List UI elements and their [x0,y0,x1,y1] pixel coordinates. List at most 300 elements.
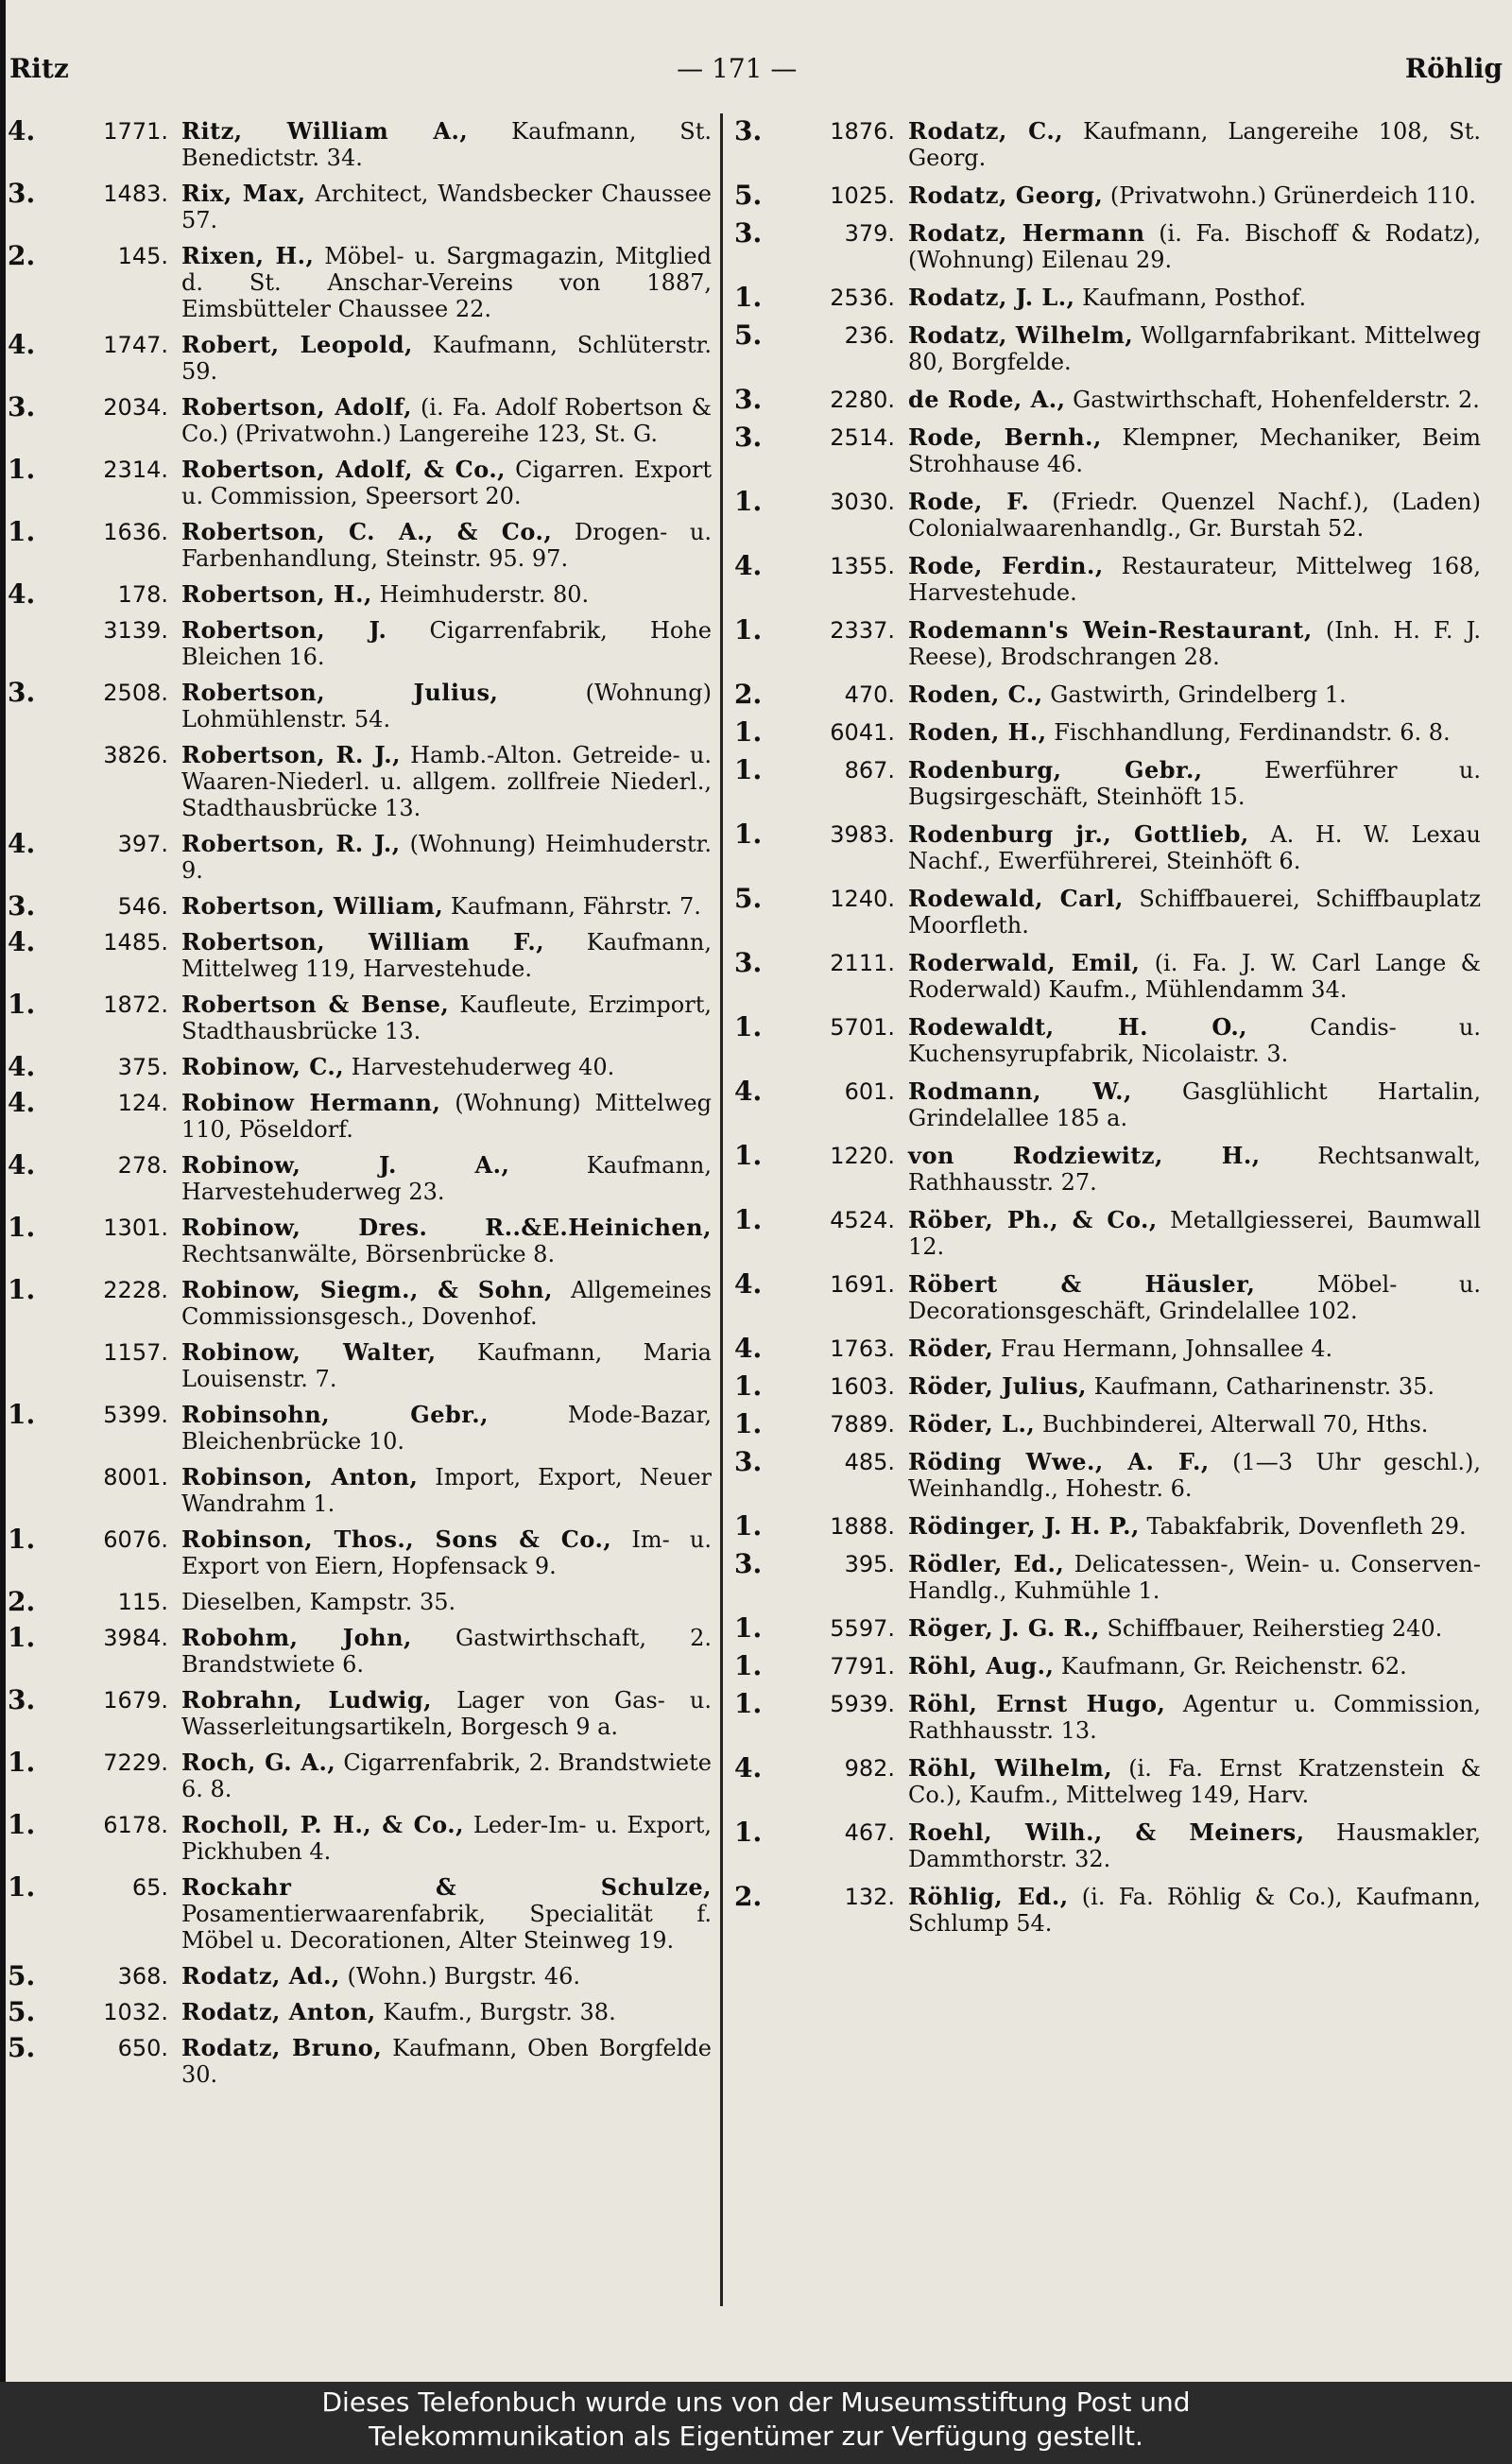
entry-class: 4. [734,550,763,581]
entry-details: Cigarrenfabrik, 2. Brandstwiete 6. 8. [181,1749,712,1802]
entry-text [181,680,712,732]
entry-text [181,929,712,982]
entry-text [908,1691,1481,1744]
entry-text [181,1152,712,1205]
entry-text [908,821,1481,874]
entry-name: Röding Wwe., A. F., [908,1448,1210,1475]
entry-class: 1. [8,1212,36,1243]
entry-phone-number: 1763. [830,1335,895,1362]
entry-phone-number: 601. [844,1078,895,1105]
entry-class: 1. [8,1747,36,1778]
entry-text [181,1687,712,1740]
entry-details: Hausmakler, Dammthorstr. 32. [908,1819,1481,1872]
entry-phone-number: 2536. [830,284,895,311]
entry-details: Kaufleute, Erzimport, Stadthausbrücke 13. [181,991,712,1044]
entry-phone-number: 2228. [103,1277,168,1303]
entry-text [908,1551,1481,1604]
entry-class: 4. [8,578,36,610]
directory-entry [8,828,712,884]
directory-entry [8,1464,712,1517]
entry-name: Rocholl, P. H., & Co., [181,1811,464,1838]
directory-entry [734,1011,1481,1067]
entry-class: 1. [734,282,763,313]
entry-class: 1. [8,1524,36,1555]
entry-details: Cigarren. Export u. Commission, Speersort 20. [181,457,713,509]
entry-text [181,118,712,171]
entry-text [908,1078,1481,1131]
entry-text [181,457,712,509]
entry-class: 1. [734,486,763,517]
entry-phone-number: 1025. [830,182,895,209]
entry-text [181,893,712,920]
entry-text [908,1143,1481,1196]
entry-details: Im- u. Export von Eiern, Hopfensack 9. [181,1526,712,1579]
entry-phone-number: 7791. [830,1653,895,1680]
entry-name: Robertson, H., [181,580,372,608]
entry-text [181,1215,712,1267]
entry-text [908,1819,1481,1872]
entry-name: von Rodziewitz, H., [908,1142,1261,1169]
entry-phone-number: 1032. [103,1999,168,2025]
entry-details: A. H. W. Lexau Nachf., Ewerführerei, Steinhöft 6. [908,821,1481,874]
entry-class: 1. [734,1510,763,1542]
entry-class: 1. [8,1871,36,1903]
entry-name: Robertson, R. J., [181,741,401,768]
entry-name: Roehl, Wilh., & Meiners, [908,1818,1305,1846]
entry-phone-number: 6076. [103,1526,168,1553]
entry-name: Rode, F. [908,488,1030,515]
entry-text [908,424,1481,477]
entry-details: Candis- u. Kuchensyrupfabrik, Nicolaistr. 3. [908,1014,1481,1067]
entry-class: 5. [734,319,763,351]
entry-class: 1. [8,1622,36,1653]
entry-class: 4. [8,329,36,360]
entry-text [908,1755,1481,1808]
entry-name: Ritz, William A., [181,117,469,145]
entry-text [908,284,1481,311]
directory-entry [8,1996,712,2027]
directory-entry [8,1399,712,1455]
entry-class [8,1339,40,1392]
entry-name: Rodatz, C., [908,117,1064,145]
entry-name: Röger, J. G. R., [908,1614,1100,1642]
entry-class: 1. [734,1817,763,1848]
entry-details: (Wohnung) Mittelweg 110, Pöseldorf. [181,1090,712,1143]
entry-class: 4. [8,828,36,859]
entry-text [181,394,712,447]
entry-name: Rodenburg, Gebr., [908,756,1203,784]
entry-details: (Friedr. Quenzel Nachf.), (Laden) Colonialwaarenhandlg., Gr. Burstah 52. [908,489,1481,542]
entry-details: (i. Fa. Röhlig & Co.), Kaufmann, Schlump 54. [908,1884,1481,1937]
entry-phone-number: 124. [117,1090,168,1116]
entry-class: 1. [734,1370,763,1402]
entry-text [181,991,712,1044]
entry-phone-number: 546. [117,893,168,920]
directory-entry [734,550,1481,606]
directory-entry [8,991,712,1044]
entry-class: 3. [734,384,763,415]
entry-name: Robinow, J. A., [181,1151,510,1179]
entry-details: (Wohnung) Lohmühlenstr. 54. [181,680,712,732]
entry-text [181,742,712,821]
entry-class [8,742,40,821]
entry-details: Buchbinderei, Alterwall 70, Hths. [1035,1411,1429,1438]
entry-class: 1. [8,1274,36,1305]
directory-entry [8,178,712,233]
directory-entry [734,424,1481,477]
entry-details: Ewerführer u. Bugsirgeschäft, Steinhöft 15. [908,757,1481,810]
directory-entry [8,926,712,982]
entry-class: 3. [734,1446,763,1477]
entry-phone-number: 2337. [830,617,895,644]
entry-name: Robinow, Siegm., & Sohn, [181,1276,553,1303]
entry-text [908,1335,1481,1362]
entry-name: Robertson, J. [181,616,387,644]
entry-phone-number: 3826. [103,742,168,768]
entry-class: 3. [8,178,36,209]
entry-text [181,617,712,670]
entry-details: Cigarrenfabrik, Hohe Bleichen 16. [181,617,712,670]
entry-text [181,1812,712,1865]
entry-phone-number: 375. [117,1054,168,1080]
entry-name: Robinow, C., [181,1053,345,1080]
directory-entry [734,217,1481,273]
directory-entry [8,1960,712,1991]
entry-text [181,1054,712,1080]
entry-phone-number: 5701. [830,1014,895,1041]
entry-text [908,553,1481,606]
entry-phone-number: 1747. [103,332,168,358]
entry-name: Röhl, Wilhelm, [908,1754,1113,1782]
entry-text [908,118,1481,171]
directory-entry [8,454,713,509]
entry-phone-number: 1355. [830,553,895,579]
entry-class: 1. [734,1204,763,1235]
entry-text [181,1402,712,1455]
entry-phone-number: 1483. [103,181,168,207]
entry-details: Möbel- u. Decorationsgeschäft, Grindelallee 102. [908,1271,1481,1324]
directory-entry [734,1688,1482,1744]
entry-phone-number: 6041. [830,719,895,746]
entry-details: Rechtsanwalt, Rathhausstr. 27. [908,1143,1481,1196]
entry-details: Kaufmann, Catharinenstr. 35. [1086,1373,1435,1400]
entry-phone-number: 2508. [103,680,168,706]
directory-entry [734,1140,1481,1196]
directory-entry [734,1078,1481,1131]
entry-name: Rodmann, W., [908,1077,1132,1105]
entry-details: Klempner, Mechaniker, Beim Strohhause 46. [908,424,1481,477]
entry-details: Kaufmann, Fährstr. 7. [443,893,701,920]
entry-name: Röber, Ph., & Co., [908,1206,1158,1233]
entry-name: Röbert & Häusler, [908,1270,1256,1298]
entry-details: Möbel- u. Sargmagazin, Mitglied d. St. Anschar-Vereins von 1887, Eimsbütteler Chaussee 22. [181,243,712,322]
entry-class: 4. [734,1076,763,1107]
entry-phone-number: 132. [844,1884,895,1910]
entry-details: Kaufmann, Schlüterstr. 59. [181,332,712,385]
entry-details: Drogen- u. Farbenhandlung, Steinstr. 95. 97. [181,519,713,572]
entry-class: 3. [734,217,763,249]
entry-details: Allgemeines Commissionsgesch., Dovenhof. [181,1277,712,1330]
directory-entry [8,1149,712,1205]
entry-name: Robinson, Anton, [181,1463,419,1490]
entry-class: 4. [8,1149,36,1180]
entry-text [181,1999,712,2025]
entry-name: Rodemann's Wein-Restaurant, [908,616,1313,644]
directory-entry [734,1446,1481,1502]
entry-details: (Inh. H. F. J. Reese), Brodschrangen 28. [908,617,1481,670]
entry-name: Robertson & Bense, [181,991,450,1018]
entry-text [908,1449,1481,1502]
entry-details: (i. Fa. Ernst Kratzenstein & Co.), Kaufm., Mittelweg 149, Harv. [908,1755,1481,1808]
entry-name: Robinow, Walter, [181,1338,437,1366]
entry-text [908,1513,1481,1540]
entry-phone-number: 7889. [830,1411,895,1438]
entry-details: Gastwirthschaft, 2. Brandstwiete 6. [181,1625,712,1678]
entry-phone-number: 5939. [830,1691,895,1717]
directory-entry [734,486,1481,542]
entry-class: 3. [8,677,36,708]
directory-entry [734,1204,1481,1260]
entry-text [181,581,712,608]
entry-text [908,387,1481,413]
entry-class: 1. [734,1688,763,1719]
entry-phone-number: 8001. [103,1464,168,1490]
entry-text [181,831,712,884]
entry-name: Rödler, Ed., [908,1550,1065,1577]
entry-class: 1. [8,454,36,485]
entry-details: Frau Hermann, Johnsallee 4. [993,1335,1333,1362]
directory-entry [8,742,712,821]
entry-text [181,1589,712,1615]
entry-phone-number: 2034. [103,394,168,421]
entry-class: 5. [734,180,763,211]
entry-class: 3. [8,1684,36,1715]
entry-phone-number: 368. [117,1963,168,1990]
directory-entry [734,284,1481,311]
entry-name: Robertson, Adolf, & Co., [181,456,507,483]
entry-details: Posamentierwaarenfabrik, Specialität f. Möbel u. Decorationen, Alter Steinweg 19. [181,1901,712,1954]
directory-entry [734,1650,1481,1681]
entry-details: Agentur u. Commission, Rathhausstr. 13. [908,1691,1482,1744]
entry-name: Robertson, C. A., & Co., [181,518,553,545]
entry-details: Kaufmann, Mittelweg 119, Harvestehude. [181,929,712,982]
entry-details: Kaufmann, Posthof. [1074,284,1307,311]
entry-name: Robinow, Dres. R..&E.Heinichen, [181,1214,712,1241]
entry-name: Rode, Bernh., [908,423,1102,451]
entry-name: Rodewald, Carl, [908,885,1124,912]
entry-details: (i. Fa. J. W. Carl Lange & Roderwald) Kaufm., Mühlendamm 34. [908,950,1481,1003]
directory-entry [8,240,712,322]
entry-text [908,182,1481,209]
entry-phone-number: 7229. [103,1749,168,1776]
directory-entry [734,319,1481,375]
directory-entry [8,1749,712,1802]
entry-name: Rodewaldt, H. O., [908,1013,1248,1041]
directory-entry [8,329,712,385]
entry-details: Kaufmann, St. Benedictstr. 34. [181,118,712,171]
entry-details: (Privatwohn.) Grünerdeich 110. [1103,182,1477,209]
entry-text [908,1207,1481,1260]
entry-details: Harvestehuderweg 40. [344,1054,615,1080]
entry-phone-number: 1301. [103,1215,168,1241]
column-divider [720,113,723,2306]
entry-name: Robinsohn, Gebr., [181,1401,489,1428]
directory-entry [734,1268,1481,1324]
entry-class: 3. [8,890,36,922]
entry-phone-number: 1636. [103,519,168,545]
directory-entry [734,883,1481,939]
entry-details: Architect, Wandsbecker Chaussee 57. [181,181,712,233]
entry-details: Leder-Im- u. Export, Pickhuben 4. [181,1812,712,1865]
entry-class: 1. [734,716,763,748]
entry-details: Tabakfabrik, Dovenfleth 29. [1139,1513,1467,1540]
entry-name: Robertson, R. J., [181,830,401,857]
entry-phone-number: 6178. [103,1812,168,1838]
entry-text [181,181,712,233]
directory-entry [734,947,1481,1003]
entry-class: 4. [734,1752,763,1783]
entry-class: 5. [734,883,763,914]
entry-phone-number: 4524. [830,1207,895,1233]
entry-details: Mode-Bazar, Bleichenbrücke 10. [181,1402,712,1455]
entry-text [908,719,1481,746]
header-right-keyword: Röhlig [1404,52,1503,84]
entry-phone-number: 65. [131,1874,168,1901]
entry-phone-number: 867. [844,757,895,784]
right-column [734,115,1482,1948]
entry-phone-number: 397. [117,831,168,857]
entry-text [181,1749,712,1802]
entry-class: 3. [734,947,763,978]
entry-phone-number: 1876. [830,118,895,145]
directory-entry [8,2032,712,2088]
entry-phone-number: 1691. [830,1271,895,1298]
entry-name: Robertson, William F., [181,928,545,956]
page-header [9,49,1503,87]
entry-phone-number: 485. [844,1449,895,1475]
entry-class: 2. [734,679,763,710]
directory-entry [8,391,713,447]
entry-phone-number: 2280. [830,387,895,413]
entry-text [908,1271,1481,1324]
directory-entry [8,1212,712,1267]
entry-details: Lager von Gas- u. Wasserleitungsartikeln, Borgesch 9 a. [181,1687,712,1740]
entry-name: Röhl, Aug., [908,1652,1055,1680]
entry-text [181,332,712,385]
entry-phone-number: 3139. [103,617,168,644]
entry-name: Röder, L., [908,1410,1036,1438]
entry-text [908,886,1481,939]
entry-details: (1—3 Uhr geschl.), Weinhandlg., Hohestr. 6. [908,1449,1481,1502]
entry-name: Röder, Julius, [908,1372,1087,1400]
entry-class: 1. [734,614,763,646]
directory-entry [734,754,1481,810]
entry-class: 1. [734,754,763,785]
directory-entry [734,716,1481,748]
entry-class [8,617,40,670]
entry-details: Fischhandlung, Ferdinandstr. 6. 8. [1046,719,1451,746]
entry-details: Delicatessen-, Wein- u. Conserven-Handlg., Kuhmühle 1. [908,1551,1482,1604]
directory-entry [8,1622,712,1678]
entry-text [908,617,1481,670]
entry-details: Restaurateur, Mittelweg 168, Harvestehude. [908,553,1481,606]
entry-name: Rockahr & Schulze, [181,1873,712,1901]
entry-name: Robertson, William, [181,892,444,920]
directory-entry [8,1087,712,1143]
entry-text [181,1277,712,1330]
directory-entry [734,1612,1481,1644]
entry-name: Roden, C., [908,681,1043,708]
entry-details: Schiffbauerei, Schiffbauplatz Moorfleth. [908,886,1481,939]
entry-class: 3. [734,422,763,453]
entry-name: Rodatz, Ad., [181,1962,340,1990]
entry-name: de Rode, A., [908,386,1066,413]
entry-name: Robertson, Julius, [181,679,499,706]
entry-text [181,2035,712,2088]
entry-class: 1. [734,1650,763,1681]
entry-text [908,489,1481,542]
page-edge [0,0,6,2382]
entry-phone-number: 3984. [103,1625,168,1651]
entry-phone-number: 1888. [830,1513,895,1540]
entry-class: 5. [8,1996,36,2027]
entry-details: (i. Fa. Adolf Robertson & Co.) (Privatwohn.) Langereihe 123, St. G. [181,394,713,447]
entry-name: Robert, Leopold, [181,331,413,358]
entry-text [908,681,1481,708]
entry-details: Wollgarnfabrikant. Mittelweg 80, Borgfelde. [908,322,1481,375]
entry-class: 3. [734,115,763,146]
directory-entry [734,1819,1481,1872]
entry-class: 1. [734,818,763,850]
entry-details: Rechtsanwälte, Börsenbrücke 8. [181,1241,556,1267]
entry-details: Schiffbauer, Reiherstieg 240. [1099,1615,1443,1642]
directory-entry [734,115,1481,171]
entry-text [181,1963,712,1990]
entry-details: (Wohnung) Heimhuderstr. 9. [181,831,712,884]
entry-name: Rodatz, Anton, [181,1998,376,2025]
entry-text [181,1090,712,1143]
entry-name: Robertson, Adolf, [181,393,412,421]
entry-details: Kaufmann, Langereihe 108, St. Georg. [908,118,1481,171]
directory-entry [8,115,712,171]
entry-text [908,220,1481,273]
entry-details: Import, Export, Neuer Wandrahm 1. [181,1464,712,1517]
footer-line-2: Telekommunikation als Eigentümer zur Verfügung gestellt. [369,2421,1143,2452]
entry-phone-number: 467. [844,1819,895,1846]
entry-phone-number: 1872. [103,991,168,1018]
directory-entry [8,1586,712,1617]
entry-phone-number: 470. [844,681,895,708]
entry-class: 1. [734,1011,763,1042]
entry-class: 4. [8,926,36,957]
entry-text [908,1373,1481,1400]
entry-text [908,1014,1481,1067]
directory-entry [8,1274,712,1330]
entry-name: Robohm, John, [181,1624,412,1651]
entry-class: 5. [8,2032,36,2063]
entry-details: Heimhuderstr. 80. [371,581,590,608]
entry-name: Rixen, H., [181,242,315,269]
footer-line-1: Dieses Telefonbuch wurde uns von der Museumsstiftung Post und [321,2386,1191,2418]
entry-details: Kaufm., Burgstr. 38. [375,1999,616,2025]
directory-entry [8,1339,712,1392]
entry-details: (i. Fa. Bischoff & Rodatz), (Wohnung) Eilenau 29. [908,220,1481,273]
entry-details: (Wohn.) Burgstr. 46. [339,1963,580,1990]
entry-name: Rodatz, J. L., [908,284,1075,311]
entry-phone-number: 278. [117,1152,168,1179]
entry-class: 1. [734,1612,763,1644]
entry-name: Rodatz, Georg, [908,181,1104,209]
